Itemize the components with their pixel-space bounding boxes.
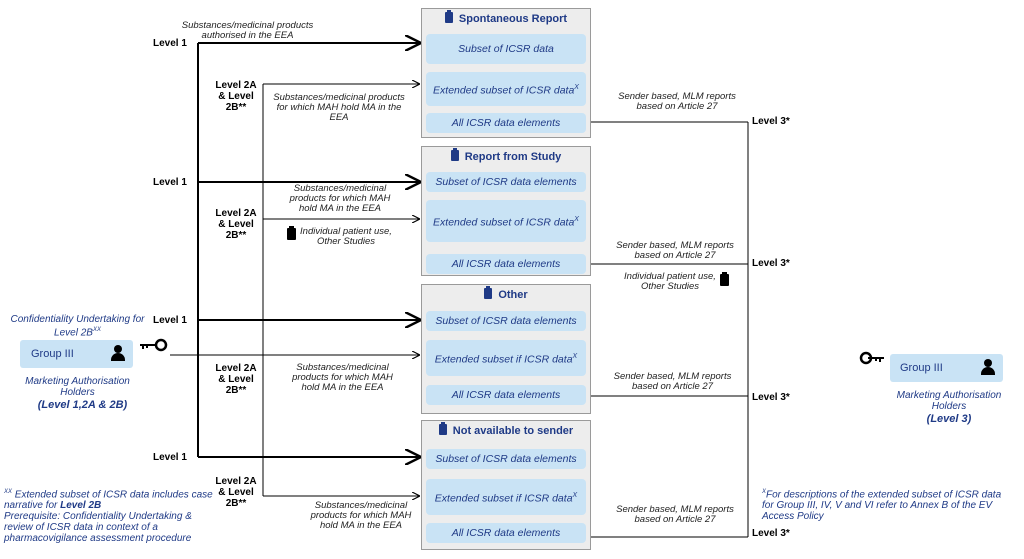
clipboard-icon <box>287 228 296 240</box>
levels-label-right: (Level 3) <box>926 413 972 425</box>
panel-spontaneous-report <box>421 8 591 138</box>
mah-eea-note: Substances/medicinal products for which MAH hold MA in the EEA <box>273 92 405 123</box>
level-2-label: Level 2A & Level 2B** <box>215 80 257 113</box>
subset-box: Subset of ICSR data <box>426 34 586 64</box>
level-3-label: Level 3* <box>752 392 790 403</box>
level-3-label: Level 3* <box>752 116 790 127</box>
clipboard-icon <box>720 274 729 286</box>
group-name: Group III <box>31 348 74 360</box>
panel-title: Spontaneous Report <box>422 12 590 25</box>
group-iii-left <box>20 340 133 368</box>
mah-eea-note: Substances/medicinal products for which MAH hold MA in the EEA <box>289 183 391 214</box>
level-2-label: Level 2A & Level 2B** <box>215 208 257 241</box>
group-iii-right <box>890 354 1003 382</box>
clipboard-icon <box>445 12 453 23</box>
footnote-right: $^X$For descriptions of the extended subset of ICSR data for Group III, IV, V and VI refer to Annex B of the EV Access Policy <box>762 489 1002 523</box>
level-2-label: Level 2A & Level 2B** <box>215 363 257 396</box>
all-elements-box: All ICSR data elements <box>426 385 586 405</box>
level-1-label: Level 1 <box>153 452 187 463</box>
mah-eea-note: Substances/medicinal products for which MAH hold MA in the EEA <box>310 500 412 531</box>
sender-based-note: Sender based, MLM reports based on Article 27 <box>618 91 736 112</box>
level-1-label: Level 1 <box>153 315 187 326</box>
level-1-label: Level 1 <box>153 38 187 49</box>
panel-title: Other <box>422 288 590 301</box>
holders-label-left: Marketing Authorisation Holders <box>25 376 130 398</box>
extended-subset-box: Extended subset of ICSR data$^X$ <box>426 200 586 242</box>
sender-based-note: Sender based, MLM reports based on Article 27 <box>613 371 732 392</box>
level-3-label: Level 3* <box>752 528 790 539</box>
level-3-label: Level 3* <box>752 258 790 269</box>
clipboard-icon <box>439 424 447 435</box>
footnote-left: $^{XX}$ Extended subset of ICSR data includes case narrative for Level 2B Prerequisite: Confidentiality Undertaking & review of ICSR data in context of a pharmacovigilance assessment procedure <box>4 489 213 545</box>
panel-title: Report from Study <box>422 150 590 163</box>
mah-eea-note: Substances/medicinal products for which MAH hold MA in the EEA <box>292 362 393 393</box>
confidentiality-undertaking: Confidentiality Undertaking for Level $2B^{XX}$ <box>10 314 145 339</box>
all-elements-box: All ICSR data elements <box>426 113 586 133</box>
holders-label-right: Marketing Authorisation Holders <box>896 390 1002 412</box>
panel-not-available <box>421 420 591 550</box>
level-1-label: Level 1 <box>153 177 187 188</box>
individual-use-note-right: Individual patient use, Other Studies <box>624 272 734 292</box>
authorised-eea-note: Substances/medicinal products authorised in the EEA <box>181 20 314 41</box>
sender-based-note: Sender based, MLM reports based on Article 27 <box>616 504 734 525</box>
extended-subset-box: Extended subset of ICSR data$^X$ <box>426 72 586 106</box>
subset-box: Subset of ICSR data elements <box>426 449 586 469</box>
all-elements-box: All ICSR data elements <box>426 254 586 274</box>
person-icon <box>110 345 126 361</box>
levels-label-left: (Level 1,2A & 2B) <box>37 399 128 411</box>
sender-based-note: Sender based, MLM reports based on Article 27 <box>616 240 734 261</box>
extended-subset-box: Extended subset if ICSR data$^X$ <box>426 479 586 515</box>
clipboard-icon <box>451 150 459 161</box>
subset-box: Subset of ICSR data elements <box>426 172 586 192</box>
clipboard-icon <box>484 288 492 299</box>
key-icon <box>861 353 884 363</box>
subset-box: Subset of ICSR data elements <box>426 311 586 331</box>
panel-report-from-study <box>421 146 591 276</box>
level-2-label: Level 2A & Level 2B** <box>215 476 257 509</box>
extended-subset-box: Extended subset if ICSR data$^X$ <box>426 340 586 376</box>
panel-other <box>421 284 591 414</box>
key-icon <box>140 340 166 350</box>
individual-use-note-left: Individual patient use, Other Studies <box>286 227 396 247</box>
group-name: Group III <box>900 362 943 374</box>
person-icon <box>980 359 996 375</box>
panel-title: Not available to sender <box>422 424 590 437</box>
all-elements-box: All ICSR data elements <box>426 523 586 543</box>
